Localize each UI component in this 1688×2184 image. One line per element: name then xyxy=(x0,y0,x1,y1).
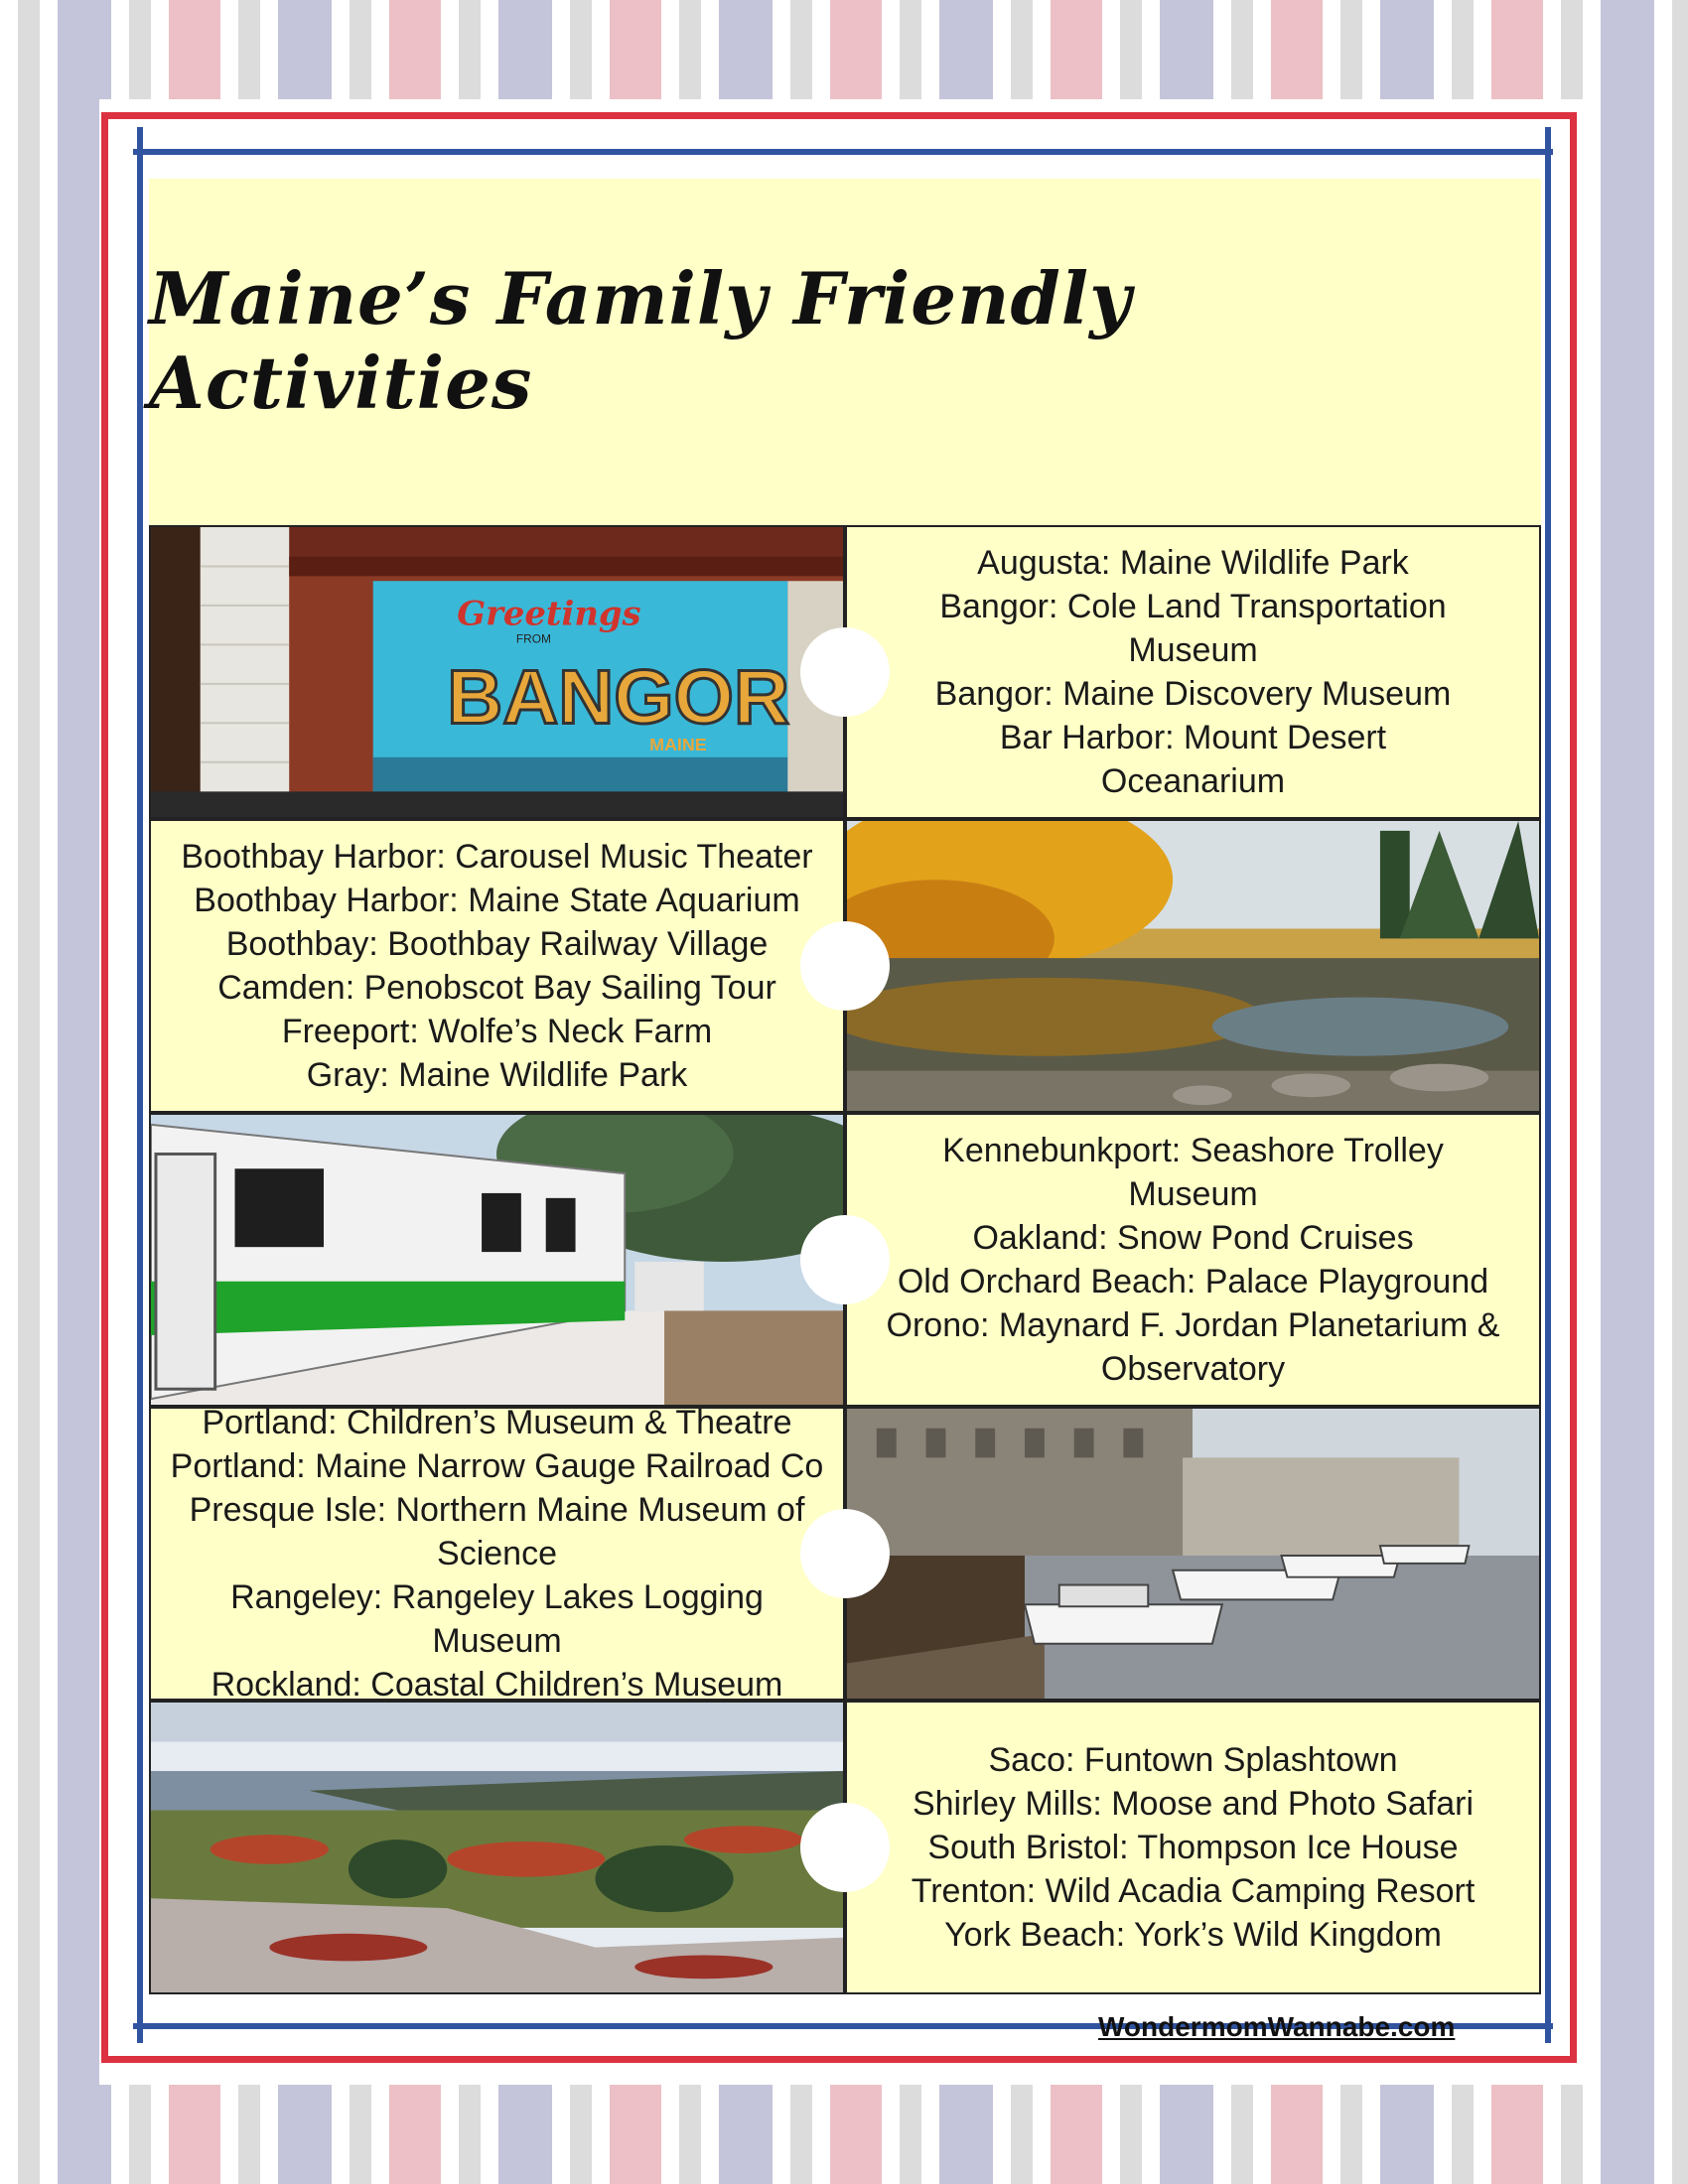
activity-line: Boothbay Harbor: Carousel Music Theater xyxy=(181,838,813,876)
page-title: Maine’s Family Friendly Activities xyxy=(149,256,1132,425)
activity-line: Boothbay: Boothbay Railway Village xyxy=(225,925,769,963)
activity-line: Augusta: Maine Wildlife Park xyxy=(977,544,1409,582)
activity-line: Observatory xyxy=(1100,1350,1286,1388)
connector-dot xyxy=(800,921,890,1011)
activity-line: Science xyxy=(437,1535,557,1572)
activity-list-3 xyxy=(845,1113,1541,1407)
activity-list-1 xyxy=(845,525,1541,819)
mural-greetings-text: Greetings xyxy=(457,593,641,633)
activity-line: Rockland: Coastal Children’s Museum xyxy=(211,1666,783,1701)
connector-dot xyxy=(800,627,890,717)
mural-bangor-text: BANGOR xyxy=(447,654,789,741)
activity-line: South Bristol: Thompson Ice House xyxy=(927,1829,1459,1866)
activity-line: Oceanarium xyxy=(1100,762,1286,800)
mural-maine-text: MAINE xyxy=(649,734,707,754)
blue-border-left xyxy=(137,127,143,2043)
connector-dot xyxy=(800,1215,890,1304)
coastal-overlook-photo xyxy=(149,1701,845,1994)
autumn-pond-photo xyxy=(845,819,1541,1113)
activity-line: Old Orchard Beach: Palace Playground xyxy=(897,1263,1489,1300)
blue-border-right xyxy=(1545,127,1551,2043)
activity-line: Bar Harbor: Mount Desert xyxy=(999,719,1387,756)
activity-line: Bangor: Cole Land Transportation xyxy=(939,588,1447,625)
bangor-mural-photo xyxy=(149,525,845,819)
mural-from-text: FROM xyxy=(515,631,551,646)
activity-list-2 xyxy=(149,819,845,1113)
activity-row-2 xyxy=(149,819,1541,1113)
activity-line: Gray: Maine Wildlife Park xyxy=(306,1056,688,1094)
activity-line: Rangeley: Rangeley Lakes Logging Museum xyxy=(230,1578,764,1660)
activity-line: York Beach: York’s Wild Kingdom xyxy=(944,1916,1442,1954)
activity-line: Portland: Children’s Museum & Theatre xyxy=(202,1407,792,1441)
activity-line: Presque Isle: Northern Maine Museum of xyxy=(189,1491,805,1529)
blue-border-top xyxy=(133,149,1553,155)
activity-line: Bangor: Maine Discovery Museum xyxy=(934,675,1452,713)
activity-row-1 xyxy=(149,525,1541,819)
activity-line: Trenton: Wild Acadia Camping Resort xyxy=(911,1872,1476,1910)
activity-line: Orono: Maynard F. Jordan Planetarium & xyxy=(886,1306,1500,1344)
website-link[interactable]: WondermomWannabe.com xyxy=(1098,2011,1456,2042)
activity-list-4 xyxy=(149,1407,845,1701)
activity-line: Kennebunkport: Seashore Trolley xyxy=(942,1132,1444,1169)
activity-line: Boothbay Harbor: Maine State Aquarium xyxy=(194,882,800,919)
content-area xyxy=(149,179,1541,2005)
connector-dot xyxy=(800,1509,890,1598)
activity-line: Freeport: Wolfe’s Neck Farm xyxy=(281,1013,713,1050)
connector-dot xyxy=(800,1803,890,1892)
activity-row-4 xyxy=(149,1407,1541,1701)
header-banner xyxy=(149,179,1541,525)
activity-row-5 xyxy=(149,1701,1541,1994)
trolley-photo xyxy=(149,1113,845,1407)
activity-line: Museum xyxy=(1128,1175,1258,1213)
activity-line: Museum xyxy=(1128,631,1258,669)
harbor-boats-photo xyxy=(845,1407,1541,1701)
activity-row-3 xyxy=(149,1113,1541,1407)
activity-line: Portland: Maine Narrow Gauge Railroad Co xyxy=(170,1447,824,1485)
activity-line: Camden: Penobscot Bay Sailing Tour xyxy=(217,969,776,1007)
activity-line: Shirley Mills: Moose and Photo Safari xyxy=(912,1785,1475,1823)
activity-line: Saco: Funtown Splashtown xyxy=(988,1741,1398,1779)
activity-list-5 xyxy=(845,1701,1541,1994)
activity-line: Oakland: Snow Pond Cruises xyxy=(972,1219,1414,1257)
